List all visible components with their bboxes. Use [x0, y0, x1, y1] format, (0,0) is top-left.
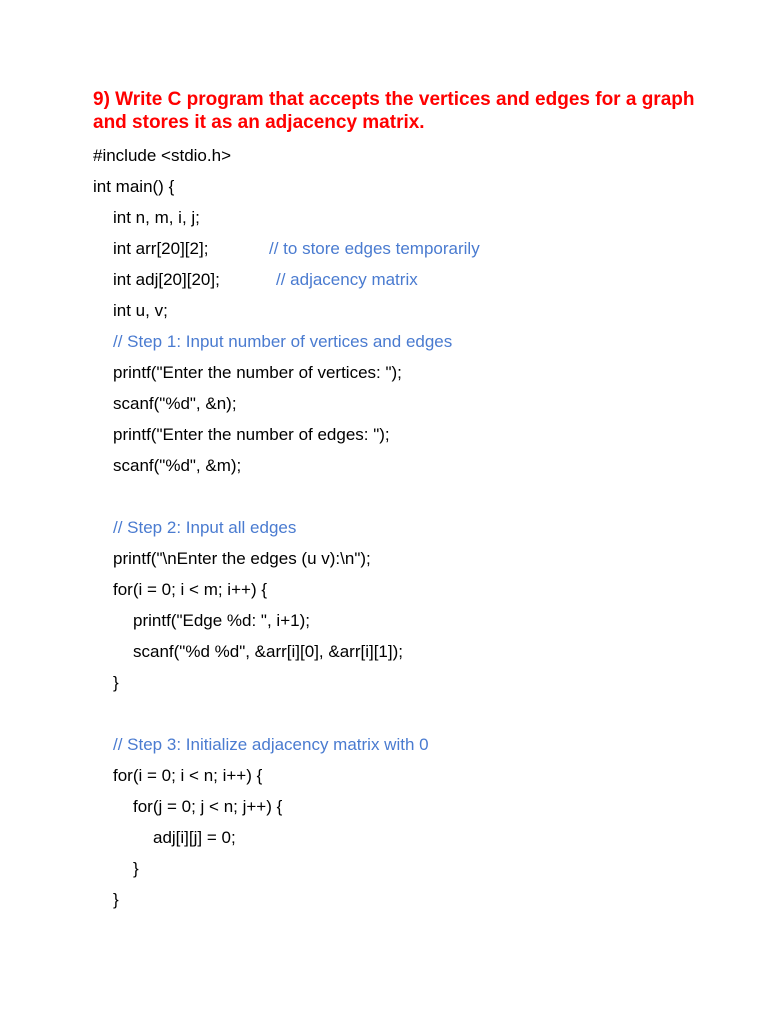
code-line — [93, 636, 452, 667]
code-text: for(j = 0; j < n; j++) { — [133, 797, 283, 816]
code-line — [93, 574, 452, 605]
code-line — [93, 605, 452, 636]
code-line — [93, 667, 452, 698]
code-line — [93, 853, 452, 884]
code-line — [93, 822, 452, 853]
code-line — [93, 357, 452, 388]
code-line — [93, 171, 452, 202]
code-text: int u, v; — [113, 301, 168, 320]
code-line — [93, 729, 452, 760]
code-line — [93, 884, 452, 915]
code-listing — [93, 140, 480, 915]
code-text: } — [133, 859, 139, 878]
code-line — [93, 326, 452, 357]
code-line — [93, 419, 452, 450]
code-text: scanf("%d", &m); — [113, 456, 242, 475]
code-text: printf("\nEnter the edges (u v):\n"); — [113, 549, 371, 568]
code-text: scanf("%d %d", &arr[i][0], &arr[i][1]); — [133, 642, 403, 661]
code-text: int main() { — [93, 177, 175, 196]
code-line — [93, 295, 452, 326]
code-comment: // Step 2: Input all edges — [113, 518, 297, 537]
code-line — [93, 264, 452, 295]
code-line — [93, 543, 452, 574]
code-line — [93, 233, 480, 264]
code-line — [93, 140, 452, 171]
code-line — [93, 791, 452, 822]
code-text: } — [113, 890, 119, 909]
code-line — [93, 481, 452, 512]
code-text: #include <stdio.h> — [93, 146, 231, 165]
code-text: for(i = 0; i < n; i++) { — [113, 766, 263, 785]
code-line — [93, 760, 452, 791]
code-text: scanf("%d", &n); — [113, 394, 237, 413]
code-line — [93, 450, 452, 481]
code-comment: // adjacency matrix — [276, 270, 418, 289]
code-line — [93, 388, 452, 419]
question-heading: 9) Write C program that accepts the vertices and edges for a graph and stores it as an adjacency matrix. — [93, 89, 695, 133]
code-text: int adj[20][20]; — [113, 270, 220, 289]
code-text: printf("Enter the number of edges: "); — [113, 425, 390, 444]
code-text: int arr[20][2]; — [113, 239, 209, 258]
code-text: for(i = 0; i < m; i++) { — [113, 580, 268, 599]
code-comment: // Step 3: Initialize adjacency matrix with 0 — [113, 735, 429, 754]
code-text: } — [113, 673, 119, 692]
code-line — [93, 698, 452, 729]
code-line — [93, 512, 452, 543]
code-comment: // Step 1: Input number of vertices and edges — [113, 332, 453, 351]
code-text: printf("Enter the number of vertices: "); — [113, 363, 402, 382]
code-line — [93, 202, 452, 233]
code-text: int n, m, i, j; — [113, 208, 200, 227]
code-text: adj[i][j] = 0; — [153, 828, 236, 847]
code-comment: // to store edges temporarily — [269, 239, 480, 258]
code-text: printf("Edge %d: ", i+1); — [133, 611, 310, 630]
